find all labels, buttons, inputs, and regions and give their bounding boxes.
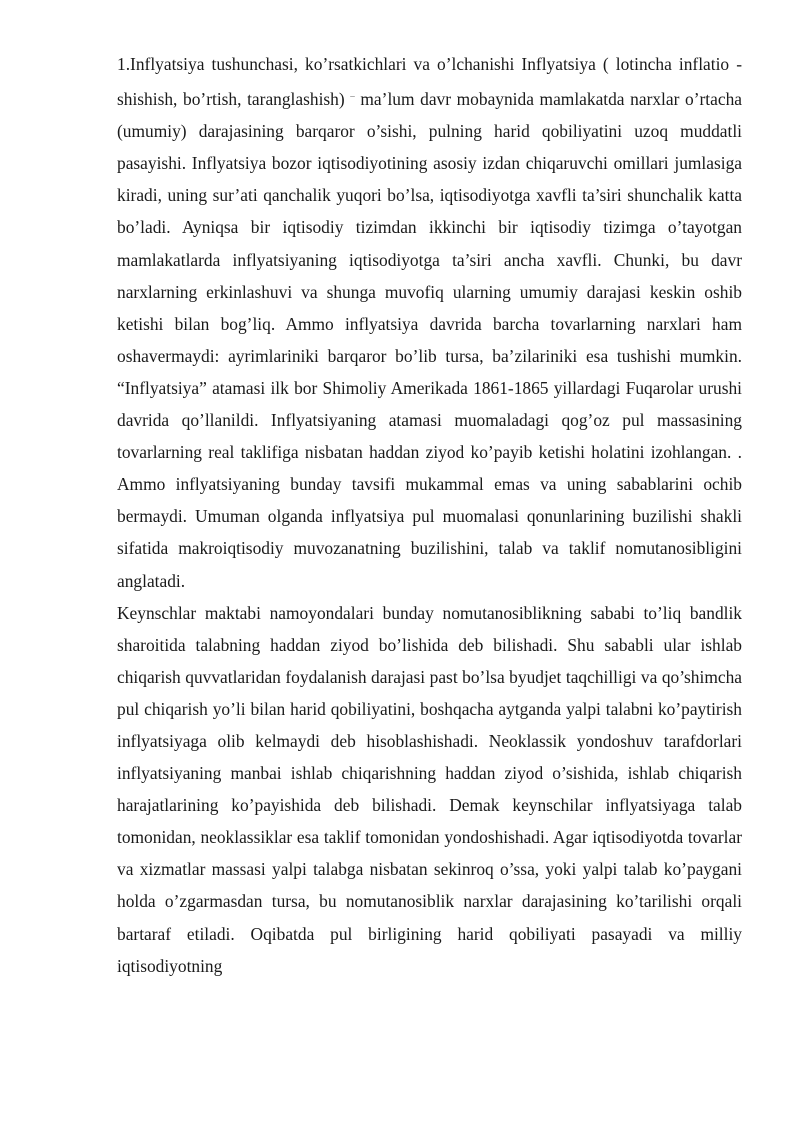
document-page (117, 48, 742, 982)
footnote-mark: – (350, 91, 355, 102)
paragraph-keynesian-view: Keynschlar maktabi namoyondalari bunday nomutanosiblikning sababi to’liq bandlik sharoitida talabning haddan ziyod bo’lishida deb bilishadi. Shu sababli ular ishlab chiqarish quvvatlaridan foydalanish darajasi past bo’lsa byudjet taqchilligi va qo’shimcha pul chiqarish yo’li bilan harid qobiliyatini, boshqacha aytganda yalpi talabni ko’paytirish inflyatsiyaga olib kelmaydi deb hisoblashishadi. Neoklassik yondoshuv tarafdorlari inflyatsiyaning manbai ishlab chiqarishning haddan ziyod o’sishida, ishlab chiqarish harajatlarining ko’payishida deb bilishadi. Demak keynschilar inflyatsiyaga talab tomonidan, neoklassiklar esa taklif tomonidan yondoshishadi. Agar iqtisodiyotda tovarlar va xizmatlar massasi yalpi talabga nisbatan sekinroq o’ssa, yoki yalpi talab ko’paygani holda o’zgarmasdan tursa, bu nomutanosiblik narxlar darajasining ko’tarilishi orqali bartaraf etiladi. Oqibatda pul birligining harid qobiliyati pasayadi va milliy iqtisodiyotning (117, 602, 742, 976)
paragraph-1-text-start: 1.Inflyatsiya tushunchasi, ko’rsatkichlari va o’lchanishi Inflyatsiya ( lotincha inflatio - shishish, bo’rtish, taranglashish) (117, 54, 742, 110)
paragraph-inflation-definition (117, 48, 742, 597)
paragraph-1-text-end: ma’lum davr mobaynida mamlakatda narxlar o’rtacha (umumiy) darajasining barqaror o’sishi, pulning harid qobiliyatini uzoq muddatli pasayishi. Inflyatsiya bozor iqtisodiyotining asosiy izdan chiqaruvchi omillari jumlasiga kiradi, uning sur’ati qanchalik yuqori bo’lsa, iqtisodiyotga xavfli ta’siri shunchalik katta bo’ladi. Ayniqsa bir iqtisodiy tizimdan ikkinchi bir iqtisodiy tizimga o’tayotgan mamlakatlarda inflyatsiyaning iqtisodiyotga ta’siri ancha xavfli. Chunki, bu davr narxlarning erkinlashuvi va shunga muvofiq ularning umumiy darajasi keskin oshib ketishi bilan bog’liq. Ammo inflyatsiya davrida barcha tovarlarning narxlari ham oshavermaydi: ayrimlariniki barqaror bo’lib tursa, ba’zilariniki esa tushishi mumkin. “Inflyatsiya” atamasi ilk bor Shimoliy Amerikada 1861-1865 yillardagi Fuqarolar urushi davrida qo’llanildi. Inflyatsiyaning atamasi muomaladagi qog’oz pul massasining tovarlarning real taklifiga nisbatan haddan ziyod ko’payib ketishi holatini izohlangan. . Ammo inflyatsiyaning bunday tavsifi mukammal emas va uning sabablarini ochib bermaydi. Umuman olganda inflyatsiya pul muomalasi qonunlarining buzilishi shakli sifatida makroiqtisodiy muvozanatning buzilishini, talab va taklif nomutanosibligini anglatadi. (117, 89, 742, 591)
